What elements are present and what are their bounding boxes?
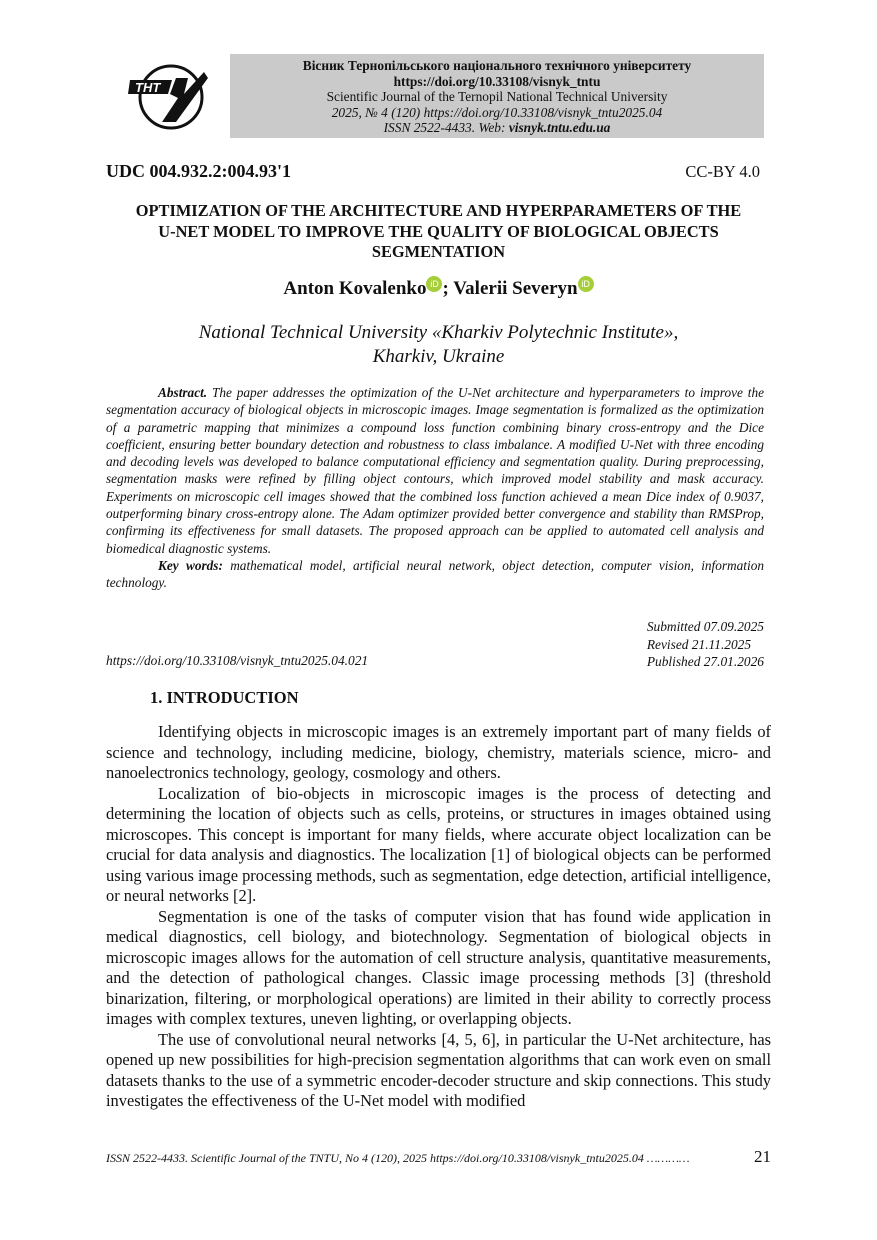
keywords-text: mathematical model, artificial neural network, object detection, computer vision, information technology. [106,557,764,591]
article-dates [647,618,764,671]
section-heading: 1. INTRODUCTION [150,688,299,707]
body-paragraph: Localization of bio-objects in microscopic images is the process of detecting and determining the location of objects such as cells, proteins, or structures in images obtained using microscopes. This concept is important for many fields, where accurate object localization can be crucial for data analysis and diagnostics. The localization [1] of biological objects can be performed using various image processing methods, such as segmentation, edge detection, artificial intelligence, or neural networks [2]. [106,783,771,905]
footer-text: ISSN 2522-4433. Scientific Journal of the TNTU, No 4 (120), 2025 https://doi.org/10.33108/visnyk_tntu2025.04 ………… [106,1151,690,1165]
journal-title-en: Scientific Journal of the Ternopil National Technical University [326,89,668,105]
udc-code: UDC 004.932.2:004.93'1 [106,161,291,181]
abstract-text: The paper addresses the optimization of the U-Net architecture and hyperparameters to improve the segmentation accuracy of biological objects in microscopic images. Image segmentation is formalized as the optimization of a parametric mapping that minimizes a compound loss function combining binary cross-entropy and the Dice coefficient, ensuring better boundary detection and robustness to class imbalance. A modified U-Net with three encoding and decoding levels was developed to balance computational efficiency and segmentation quality. During preprocessing, segmentation masks were refined by filling object contours, which improved model stability and mask accuracy. Experiments on microscopic cell images showed that the combined loss function achieved a mean Dice index of 0.9037, outperforming binary cross-entropy alone. The Adam optimizer provided better convergence and stability than RMSProp, confirming its effectiveness for small datasets. The proposed approach can be applied to automated cell analysis and biomedical diagnostic systems. [106,385,764,556]
license-label: CC-BY 4.0 [685,162,760,181]
body-paragraph: Segmentation is one of the tasks of computer vision that has found wide application in medical diagnostics, cell biology, and biotechnology. Segmentation of biological objects in microscopic images allows for the automation of cell structure analysis, quantitative measurements, and the detection of pathological changes. Classic image processing methods [3] (threshold binarization, filtering, or morphological operations) are limited in their ability to correctly process images with complex textures, uneven lighting, or overlapping objects. [106,906,771,1028]
article-doi-link[interactable]: https://doi.org/10.33108/visnyk_tntu2025.04.021 [106,653,369,668]
title-line: OPTIMIZATION OF THE ARCHITECTURE AND HYPERPARAMETERS OF THE [135,201,742,220]
issn-text: ISSN 2522-4433. Web: [383,120,509,136]
orcid-icon[interactable]: iD [426,276,442,292]
affiliation [106,321,771,369]
journal-title-ua: Вісник Тернопільського національного технічного університету [302,58,692,73]
page-footer [106,1147,771,1166]
body-paragraph: The use of convolutional neural networks [4, 5, 6], in particular the U-Net architecture, has opened up new possibilities for high-precision segmentation algorithms that can work even on small datasets thanks to the use of a symmetric encoder-decoder structure and skip connections. This study investigates the effectiveness of the U-Net model with modified [106,1029,771,1110]
abstract-label: Abstract. [158,385,208,400]
affiliation-line: National Technical University «Kharkiv Polytechnic Institute», [198,322,679,343]
journal-doi-link[interactable]: https://doi.org/10.33108/visnyk_tntu [393,73,601,89]
journal-header [230,54,764,138]
svg-text:ТНТ: ТНТ [135,80,161,95]
orcid-icon[interactable]: iD [578,276,594,292]
issn-web-line [230,120,764,136]
tntu-logo-icon [126,64,208,130]
page-number: 21 [754,1147,771,1166]
abstract-paragraph [106,384,764,557]
body-paragraph: Identifying objects in microscopic images is an extremely important part of many fields of science and technology, including medicine, biology, chemistry, materials science, micro- and nanoelectronics technology, geology, cosmology and others. [106,722,771,782]
introduction-body [106,722,771,1112]
paper-title [106,201,771,263]
submitted-date: Submitted 07.09.2025 [646,619,764,634]
published-date: Published 27.01.2026 [646,654,764,669]
author-name: Valerii Severyn [453,278,578,299]
author-list [106,278,771,300]
keywords-paragraph [106,557,764,592]
affiliation-line: Kharkiv, Ukraine [372,346,505,367]
keywords-label: Key words: [158,557,223,573]
revised-date: Revised 21.11.2025 [646,636,752,652]
abstract-section [106,384,764,592]
title-line: SEGMENTATION [371,242,506,261]
issue-info: 2025, № 4 (120) https://doi.org/10.33108/visnyk_tntu2025.04 [331,104,663,120]
journal-website-link[interactable]: visnyk.tntu.edu.ua [508,120,611,136]
author-separator: ; [442,278,454,299]
author-name: Anton Kovalenko [283,278,427,299]
title-line: U-NET MODEL TO IMPROVE THE QUALITY OF BIOLOGICAL OBJECTS [158,221,719,241]
